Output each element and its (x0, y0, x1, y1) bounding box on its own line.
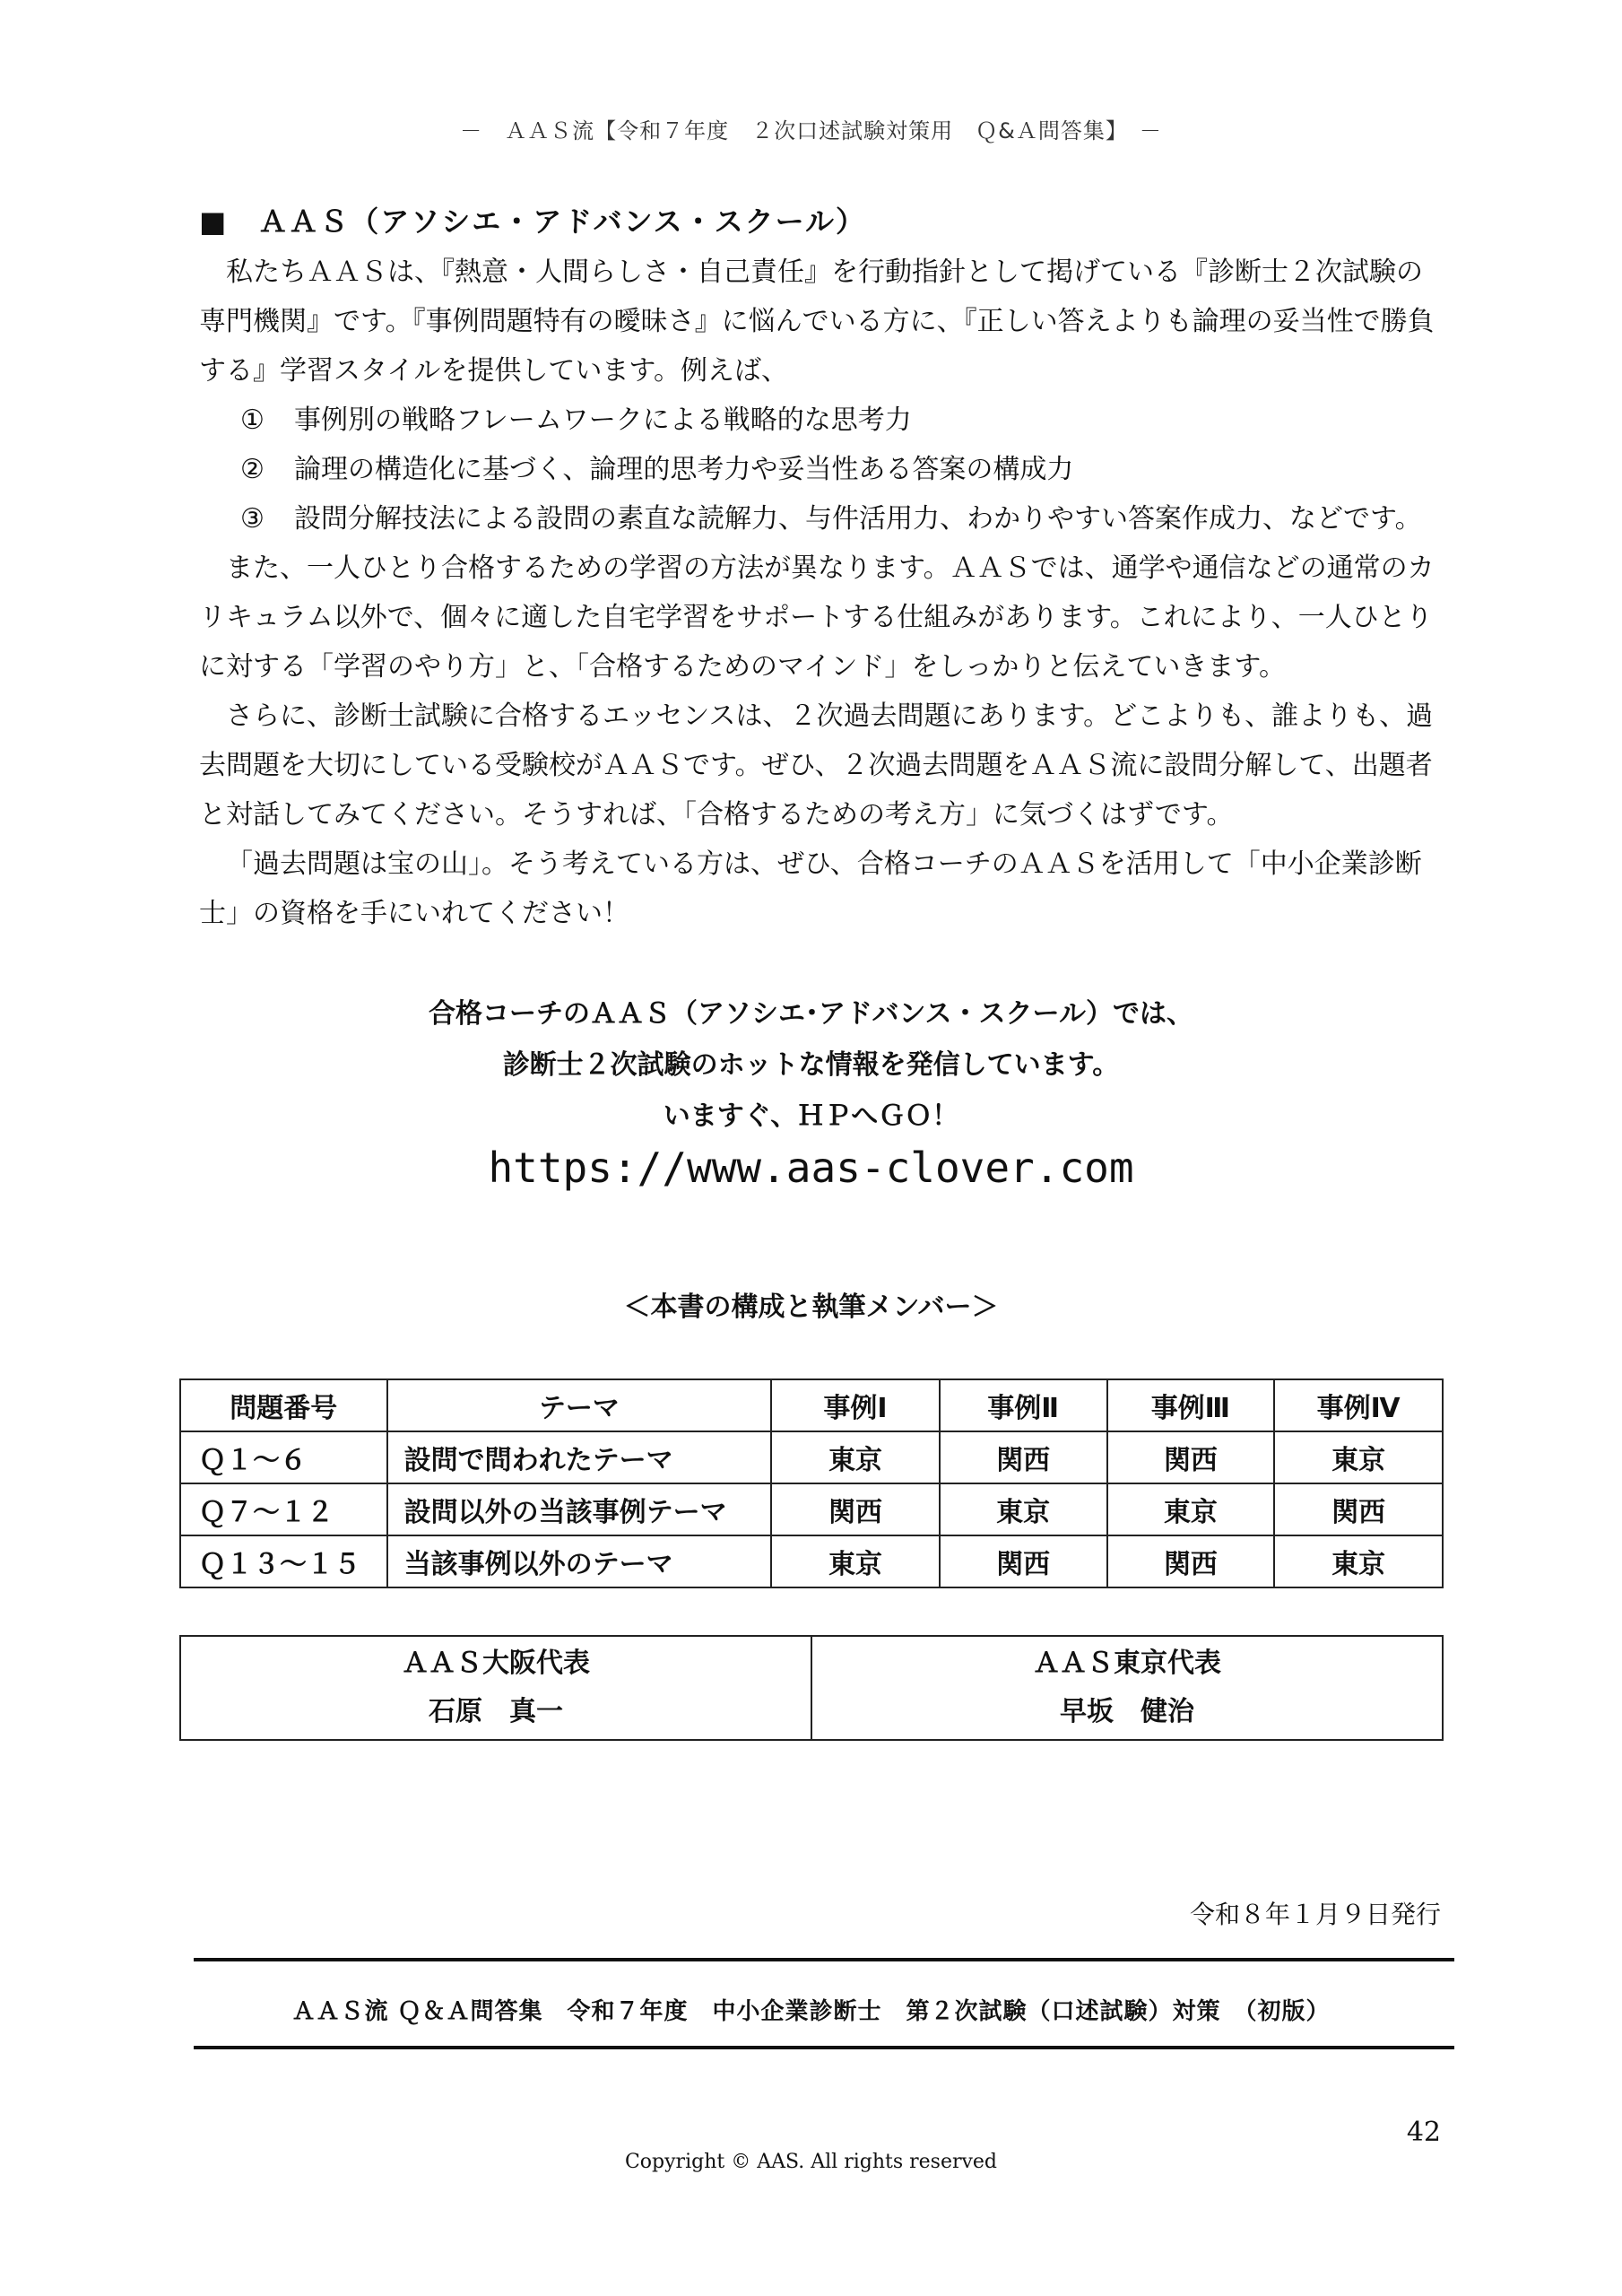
table-cell: Ｑ１～６ (180, 1431, 387, 1483)
promo-line-2: 診断士２次試験のホットな情報を発信しています。 (502, 1049, 1120, 1081)
osaka-representative-title: ＡＡＳ大阪代表 (402, 1648, 590, 1679)
members-table (179, 1378, 1444, 1588)
list-item (240, 396, 1422, 445)
section-title: ■ ＡＡＳ（アソシエ・アドバンス・スクール） (199, 204, 866, 239)
osaka-representative-cell (180, 1636, 811, 1740)
table-cell: 東京 (1107, 1483, 1275, 1535)
list-number: ① (240, 404, 265, 436)
table-row (180, 1483, 1443, 1535)
promo-line-3: いますぐ、ＨＰへＧＯ！ (663, 1100, 959, 1132)
table-cell: 関西 (1107, 1431, 1275, 1483)
table-cell: 関西 (1274, 1483, 1443, 1535)
table-row (180, 1431, 1443, 1483)
column-header: テーマ (387, 1379, 772, 1431)
tokyo-representative-title: ＡＡＳ東京代表 (1033, 1648, 1221, 1679)
table-header-row (180, 1379, 1443, 1431)
column-header: 事例Ⅲ (1107, 1379, 1275, 1431)
column-header: 事例Ⅰ (771, 1379, 940, 1431)
table-cell: Ｑ１３～１５ (180, 1535, 387, 1587)
table-cell: Ｑ７～１２ (180, 1483, 387, 1535)
table-cell: 設問以外の当該事例テーマ (387, 1483, 772, 1535)
column-header: 事例Ⅳ (1274, 1379, 1443, 1431)
table-row (180, 1636, 1443, 1740)
page-number: 42 (1406, 2117, 1441, 2148)
running-header: － ＡＡＳ流【令和７年度 ２次口述試験対策用 Ｑ&Ａ問答集】 － (460, 118, 1162, 144)
list-text: 設問分解技法による設問の素直な読解力、与件活用力、わかりやすい答案作成力、などです。 (294, 503, 1422, 535)
tokyo-representative-cell (811, 1636, 1443, 1740)
table-cell: 関西 (1107, 1535, 1275, 1587)
list-text: 論理の構造化に基づく、論理的思考力や妥当性ある答案の構成力 (294, 454, 1074, 485)
footer-divider-top (194, 1958, 1454, 1961)
table-cell: 関西 (940, 1535, 1107, 1587)
column-header: 事例Ⅱ (940, 1379, 1107, 1431)
representatives-table (179, 1635, 1444, 1741)
table-cell: 東京 (1274, 1535, 1443, 1587)
table-cell: 東京 (940, 1483, 1107, 1535)
list-text: 事例別の戦略フレームワークによる戦略的な思考力 (294, 404, 912, 436)
list-item (240, 494, 1422, 544)
table-cell: 当該事例以外のテーマ (387, 1535, 772, 1587)
table-cell: 関西 (940, 1431, 1107, 1483)
column-header: 問題番号 (180, 1379, 387, 1431)
table-cell: 設問で問われたテーマ (387, 1431, 772, 1483)
table-cell: 東京 (1274, 1431, 1443, 1483)
issue-date: 令和８年１月９日発行 (1189, 1900, 1441, 1929)
promo-line-1: 合格コーチのＡＡＳ（アソシエ･アドバンス・スクール）では、 (429, 998, 1193, 1030)
study-method-paragraph: また、一人ひとり合格するための学習の方法が異なります。ＡＡＳでは、通学や通信などの通常のカリキュラム以外で、個々に適した自宅学習をサポートする仕組みがあります。これにより、一人ひとりに対する「学習のやり方」と、「合格するためのマインド」をしっかりと伝えていきます。 (199, 552, 1435, 683)
closing-paragraph: 「過去問題は宝の山」。そう考えている方は、ぜひ、合格コーチのＡＡＳを活用して「中小企業診断士」の資格を手にいれてください！ (199, 848, 1422, 929)
tokyo-representative-name: 早坂 健治 (1060, 1696, 1194, 1727)
table-row (180, 1535, 1443, 1587)
publication-title: ＡＡＳ流 Ｑ＆Ａ問答集 令和７年度 中小企業診断士 第２次試験（口述試験）対策 （初版） (291, 1998, 1331, 2025)
list-number: ③ (240, 503, 265, 535)
website-link[interactable]: https://www.aas-clover.com (488, 1144, 1134, 1192)
structure-title: ＜本書の構成と執筆メンバー＞ (623, 1292, 999, 1323)
list-number: ② (240, 454, 265, 485)
past-exam-paragraph: さらに、診断士試験に合格するエッセンスは、２次過去問題にあります。どこよりも、誰よりも、過去問題を大切にしている受験校がＡＡＳです。ぜひ、２次過去問題をＡＡＳ流に設問分解して、出題者と対話してみてください。そうすれば、「合格するための考え方」に気づくはずです。 (199, 700, 1434, 831)
intro-paragraph: 私たちＡＡＳは、『熱意・人間らしさ・自己責任』を行動指針として掲げている『診断士２次試験の専門機関』です。『事例問題特有の曖昧さ』に悩んでいる方に、『正しい答えよりも論理の妥当性で勝負する』学習スタイルを提供しています。例えば、 (199, 257, 1435, 387)
list-item (240, 445, 1422, 494)
table-cell: 東京 (771, 1535, 940, 1587)
footer-divider-bottom (194, 2046, 1454, 2049)
table-cell: 東京 (771, 1431, 940, 1483)
osaka-representative-name: 石原 真一 (429, 1696, 563, 1727)
feature-list (240, 396, 1422, 544)
table-cell: 関西 (771, 1483, 940, 1535)
copyright-notice: Copyright © AAS. All rights reserved (624, 2151, 998, 2173)
